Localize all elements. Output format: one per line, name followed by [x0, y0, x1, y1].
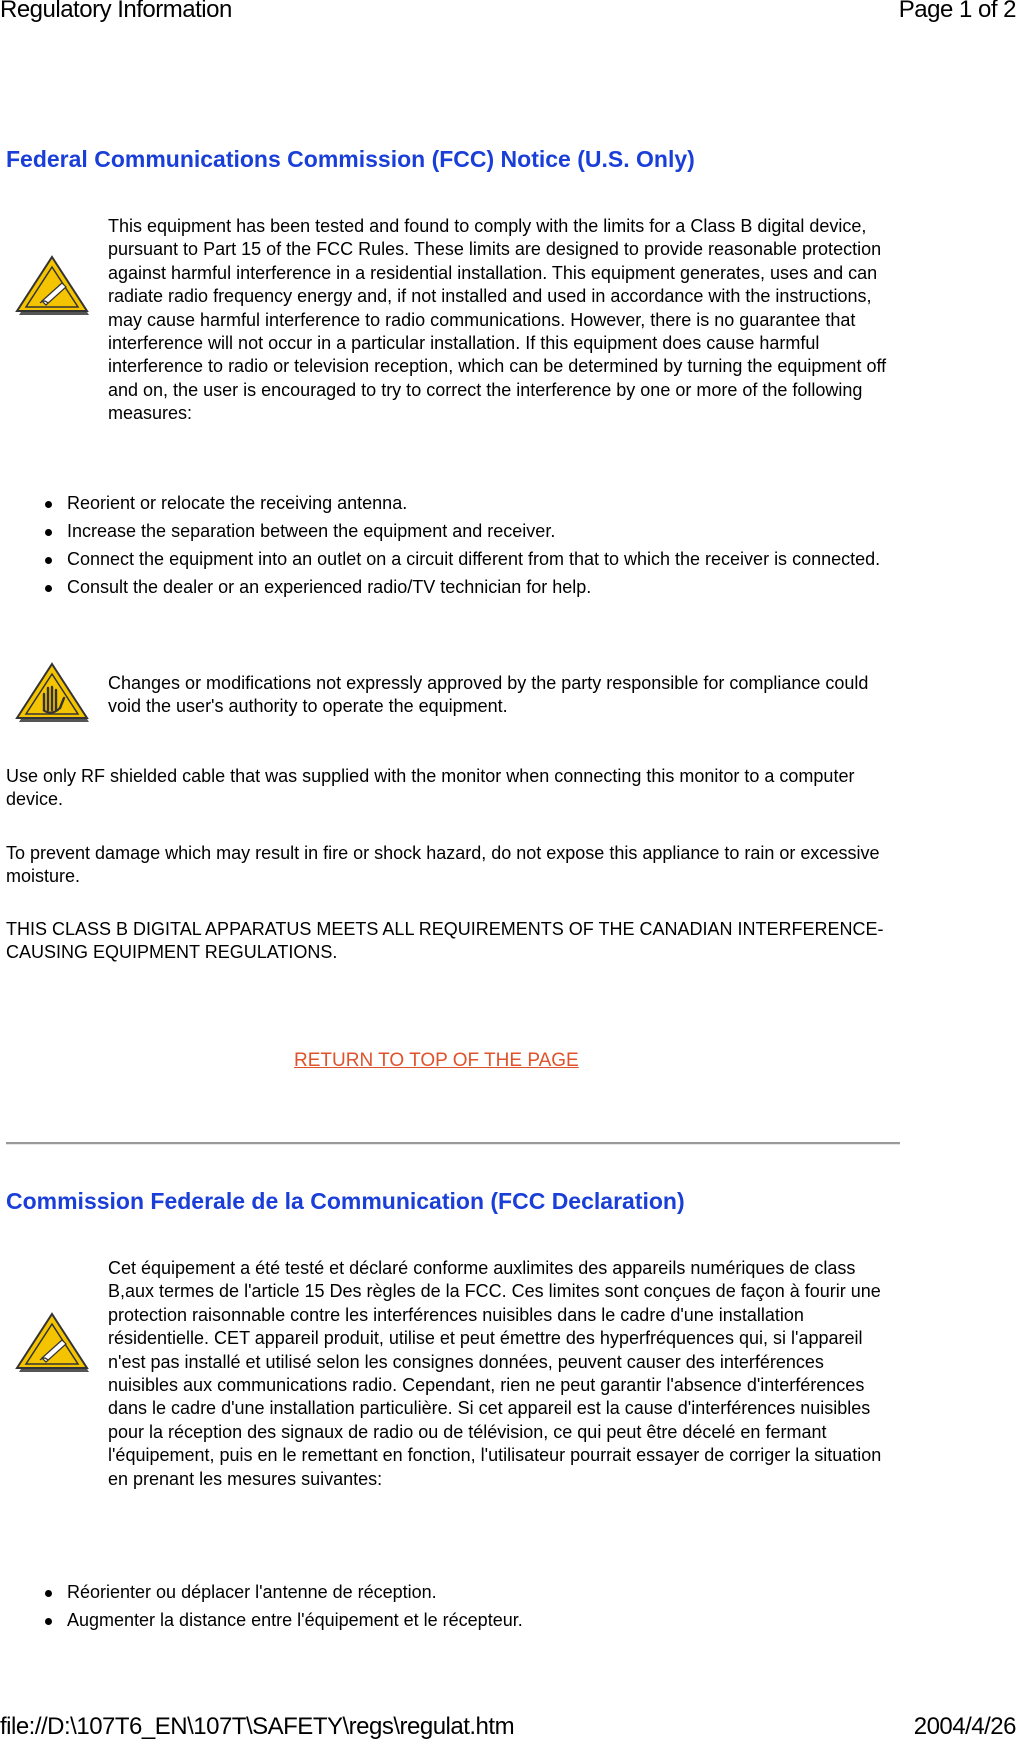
section-divider [6, 1142, 900, 1145]
rf-cable-text: Use only RF shielded cable that was supplied with the monitor when connecting this monitor to a computer device. [6, 766, 855, 809]
return-to-top-link[interactable]: RETURN TO TOP OF THE PAGE [294, 1050, 579, 1071]
list-item: Reorient or relocate the receiving antenna. [0, 492, 910, 515]
fcc-declaration-text: Cet équipement a été testé et déclaré conforme auxlimites des appareils numériques de class B,aux termes de l'article 15 Des règles de la FCC. Ces limites sont conçues de façon à fourir une protection raisonnable contre les interférences nuisibles dans le cadre d'une installation résidentielle. CET appareil produit, utilise et peut émettre des hyperfréquences qui, si l'appareil n'est pas installé et utilisé selon les consignes données, peuvent causer des interférences nuisibles aux communications radio. Cependant, rien ne peut garantir l'absence d'interférences dans le cadre d'une installation particulière. Si cet appareil est la cause d'interférences nuisibles pour la réception des signaux de radio ou de télévision, ce qui peut être décelé en fermant l'équipement, puis en le remettant en fonction, l'utilisateur pourrait essayer de corriger la situation en prenant les mesures suivantes: [108, 1258, 882, 1489]
list-item: Réorienter ou déplacer l'antenne de réception. [0, 1581, 910, 1604]
list-item: Augmenter la distance entre l'équipement et le récepteur. [0, 1609, 910, 1632]
print-footer-path: file://D:\107T6_EN\107T\SAFETY\regs\regulat.htm [0, 1713, 515, 1740]
print-header-title: Regulatory Information [0, 0, 232, 23]
moisture-warning-text: To prevent damage which may result in fire or shock hazard, do not expose this appliance to rain or excessive moisture. [6, 843, 880, 886]
list-item: Increase the separation between the equipment and receiver. [0, 520, 910, 543]
print-footer-date: 2004/4/26 [913, 1713, 1016, 1740]
fcc-declaration-heading: Commission Federale de la Communication (FCC Declaration) [6, 1188, 685, 1214]
list-item: Consult the dealer or an experienced radio/TV technician for help. [0, 576, 910, 599]
fcc-caution-text: Changes or modifications not expressly approved by the party responsible for compliance could void the user's authority to operate the equipment. [108, 673, 869, 717]
canadian-compliance-text: THIS CLASS B DIGITAL APPARATUS MEETS ALL REQUIREMENTS OF THE CANADIAN INTERFERENCE-CAUSING EQUIPMENT REGULATIONS. [6, 919, 884, 962]
fcc-declaration-measures-list [0, 1581, 910, 1637]
warning-pen-icon [14, 1310, 90, 1376]
fcc-notice-text: This equipment has been tested and found to comply with the limits for a Class B digital device, pursuant to Part 15 of the FCC Rules. These limits are designed to provide reasonable protection against harmful interference in a residential installation. This equipment generates, uses and can radiate radio frequency energy and, if not installed and used in accordance with the instructions, may cause harmful interference to radio communications. However, there is no guarantee that interference will not occur in a particular installation. If this equipment does cause harmful interference to radio or television reception, which can be determined by turning the equipment off and on, the user is encouraged to try to correct the interference by one or more of the following measures: [108, 216, 887, 424]
fcc-measures-list [0, 492, 910, 604]
print-header-page: Page 1 of 2 [898, 0, 1016, 23]
fcc-notice-heading: Federal Communications Commission (FCC) Notice (U.S. Only) [6, 146, 695, 172]
list-item: Connect the equipment into an outlet on a circuit different from that to which the receiver is connected. [0, 548, 910, 571]
warning-pen-icon [14, 253, 90, 319]
warning-hand-icon [14, 660, 90, 726]
